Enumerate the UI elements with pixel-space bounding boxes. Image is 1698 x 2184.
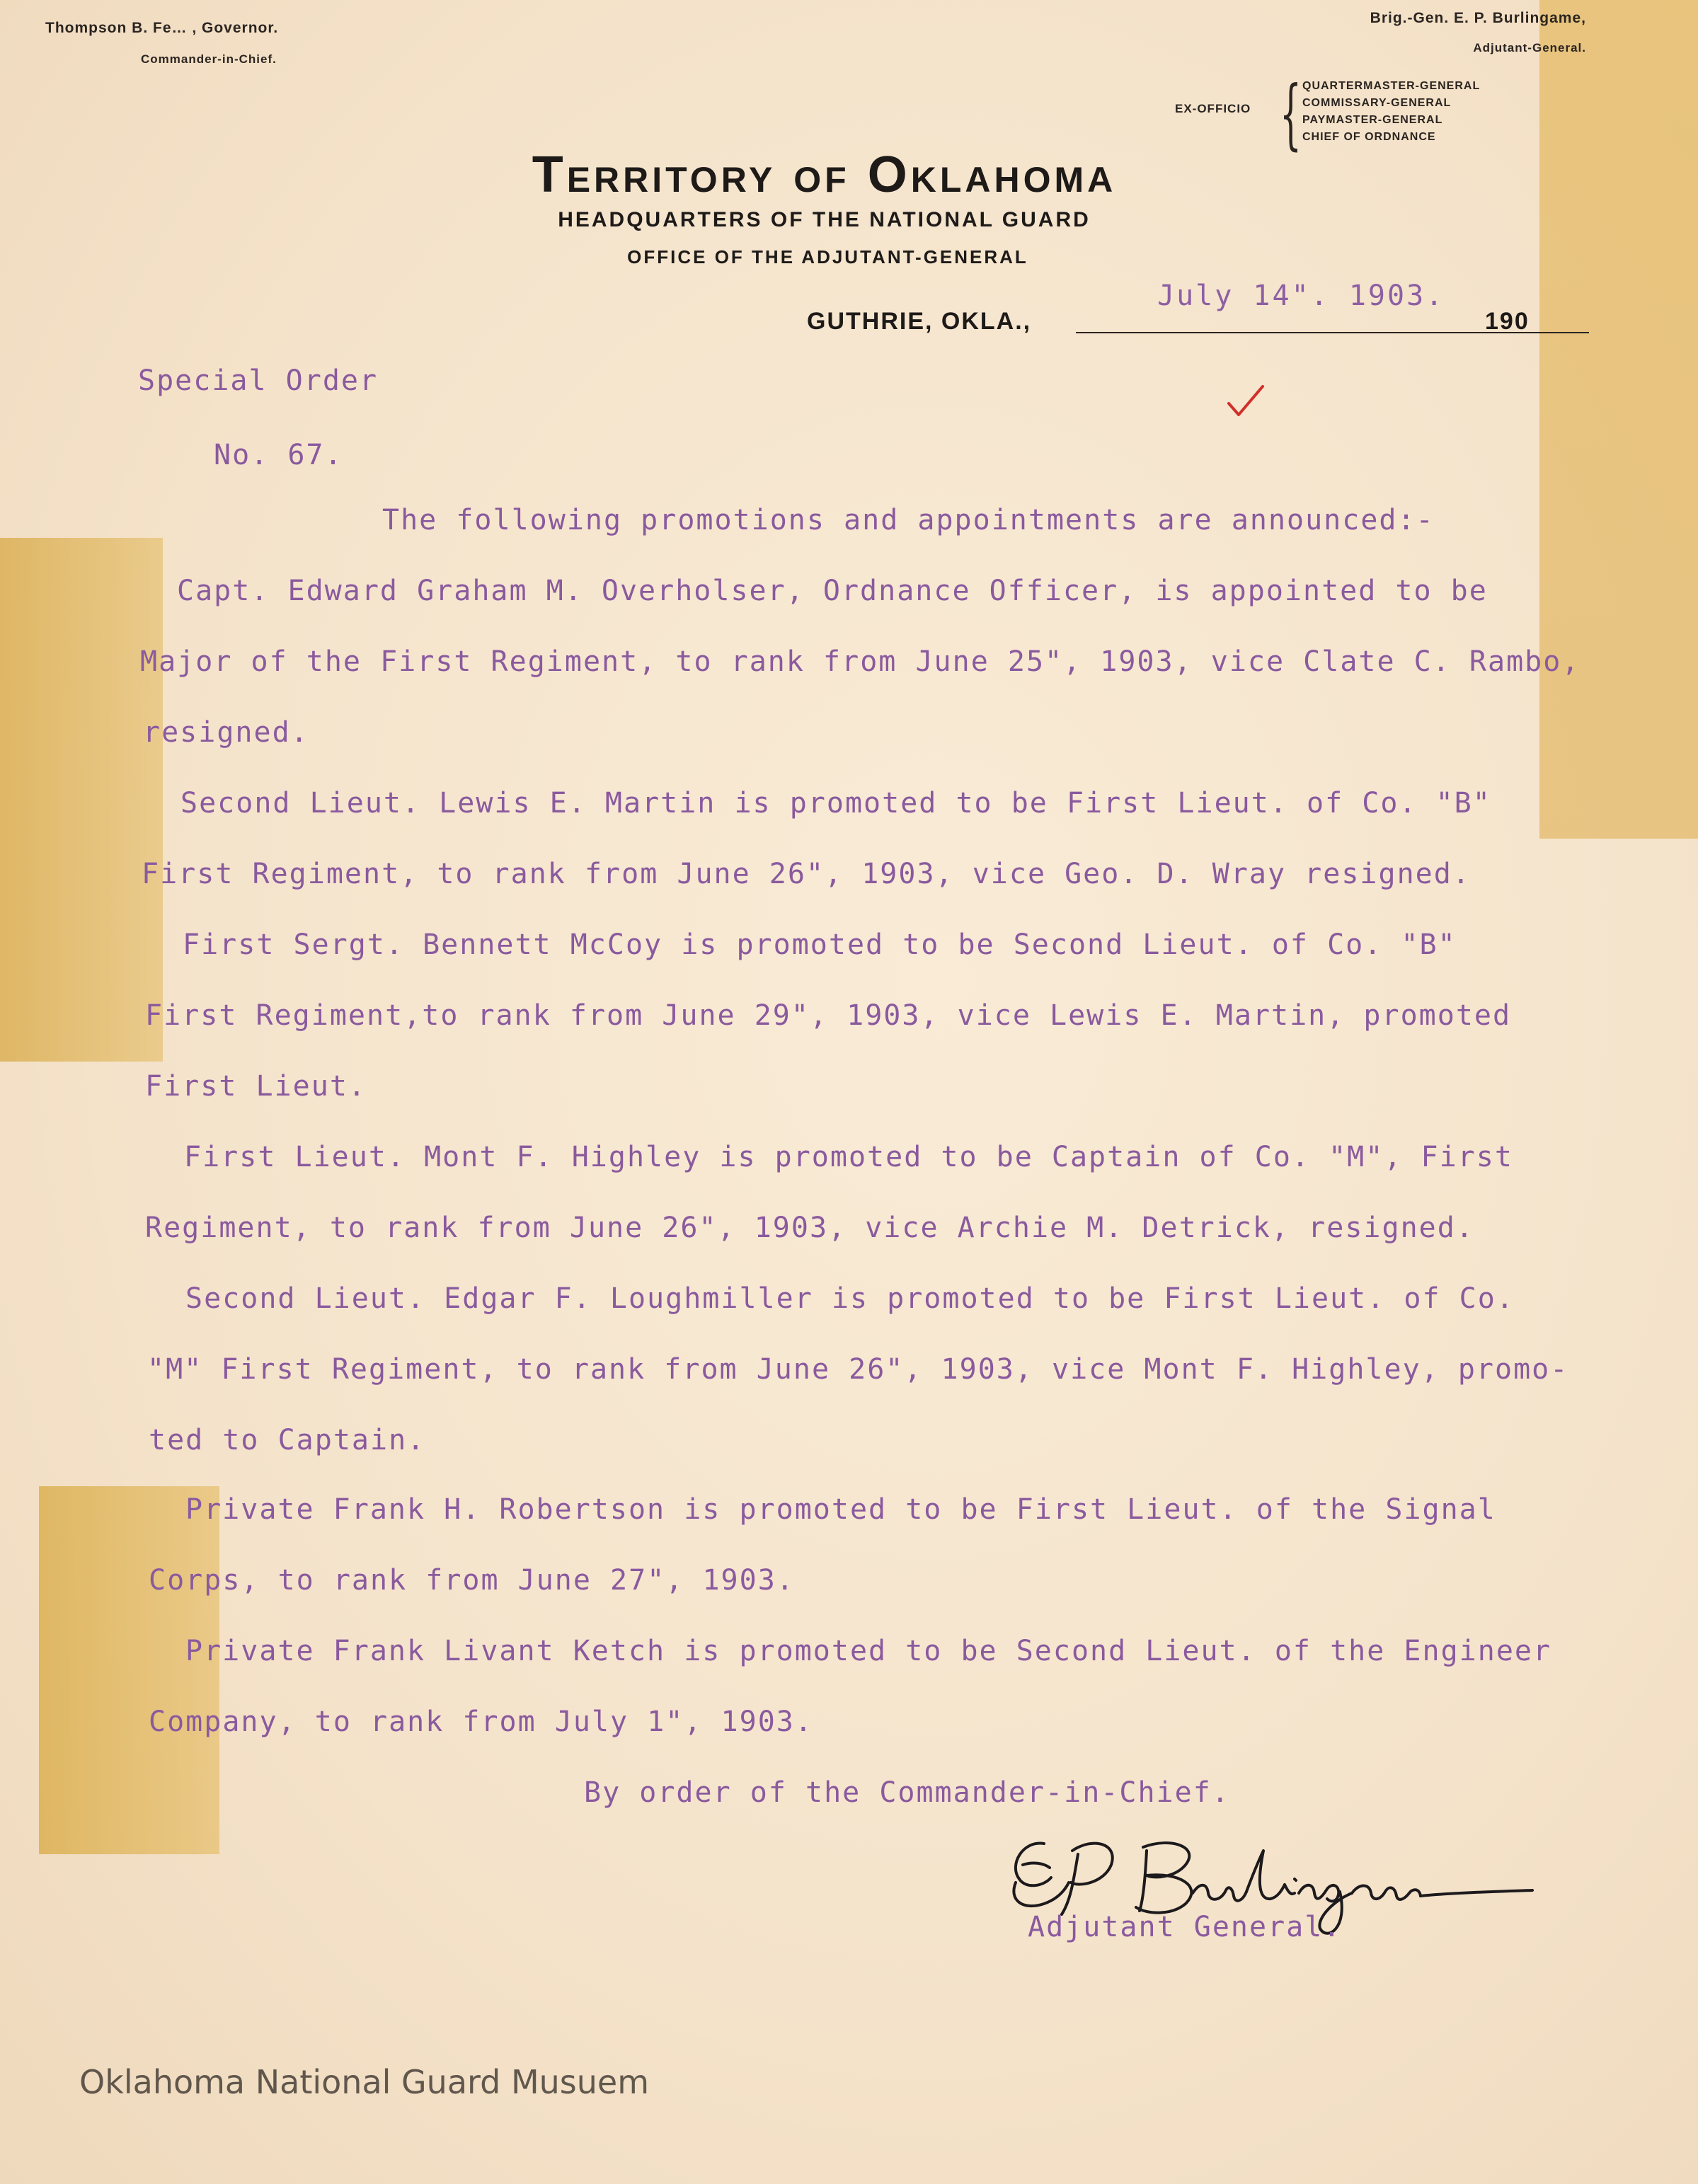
letterhead-title: Territory of Oklahoma — [532, 146, 1117, 203]
dateline-year: 190 — [1485, 308, 1530, 335]
closing-line: By order of the Commander-in-Chief. — [584, 1776, 1230, 1809]
check-mark-icon — [1224, 382, 1267, 425]
body-line: Major of the First Regiment, to rank from June 25", 1903, vice Clate C. Rambo, — [140, 645, 1581, 678]
body-line: Company, to rank from July 1", 1903. — [149, 1706, 813, 1738]
ex-officio-role: COMMISSARY-GENERAL — [1302, 97, 1452, 109]
adjutant-title: Adjutant-General. — [1473, 41, 1586, 54]
ex-officio-roles — [1302, 78, 1480, 146]
body-line: First Lieut. — [145, 1070, 367, 1103]
body-line: The following promotions and appointments are announced:- — [382, 504, 1435, 536]
tape-strip-bottom-left — [39, 1486, 219, 1854]
body-line: Regiment, to rank from June 26", 1903, vice Archie M. Detrick, resigned. — [145, 1212, 1474, 1244]
body-line: "M" First Regiment, to rank from June 26", 1903, vice Mont F. Highley, promo- — [147, 1353, 1569, 1386]
tape-strip-left — [0, 538, 163, 1062]
adjutant-name: Brig.-Gen. E. P. Burlingame, — [1370, 10, 1586, 26]
letterhead-office: OFFICE OF THE ADJUTANT-GENERAL — [627, 246, 1028, 268]
body-line: First Lieut. Mont F. Highley is promoted to be Captain of Co. "M", First — [184, 1141, 1513, 1173]
ex-officio-role: QUARTERMASTER-GENERAL — [1302, 80, 1481, 92]
body-line: Private Frank H. Robertson is promoted to be First Lieut. of the Signal — [185, 1493, 1496, 1526]
letterhead-subtitle: HEADQUARTERS OF THE NATIONAL GUARD — [558, 208, 1091, 231]
body-line: Corps, to rank from June 27", 1903. — [149, 1564, 795, 1597]
letterhead-title-block — [0, 146, 1698, 268]
brace-icon: { — [1280, 70, 1302, 159]
body-line: resigned. — [143, 716, 309, 749]
body-line: ted to Captain. — [149, 1424, 426, 1456]
letterhead-governor — [45, 20, 278, 67]
ex-officio-role: PAYMASTER-GENERAL — [1302, 114, 1443, 126]
body-line: Private Frank Livant Ketch is promoted to be Second Lieut. of the Engineer — [185, 1635, 1552, 1667]
governor-title: Commander-in-Chief. — [141, 52, 277, 66]
ex-officio-label: EX-OFFICIO — [1175, 102, 1251, 115]
body-line: Second Lieut. Edgar F. Loughmiller is promoted to be First Lieut. of Co. — [185, 1282, 1515, 1315]
body-line: First Regiment,to rank from June 29", 1903, vice Lewis E. Martin, promoted — [145, 999, 1512, 1032]
tape-strip-right — [1539, 0, 1698, 839]
body-line: First Regiment, to rank from June 26", 1903, vice Geo. D. Wray resigned. — [142, 858, 1471, 890]
letterhead-adjutant — [1370, 10, 1586, 55]
body-line: Capt. Edward Graham M. Overholser, Ordnance Officer, is appointed to be — [177, 575, 1488, 607]
typed-date: July 14". 1903. — [1157, 280, 1445, 312]
ex-officio-role: CHIEF OF ORDNANCE — [1302, 131, 1436, 143]
order-heading: Special Order — [138, 364, 379, 397]
museum-watermark: Oklahoma National Guard Musuem — [79, 2063, 650, 2101]
body-line: First Sergt. Bennett McCoy is promoted to be Second Lieut. of Co. "B" — [183, 929, 1457, 961]
governor-name: Thompson B. Fe… , Governor. — [45, 20, 279, 36]
dateline — [807, 280, 1589, 335]
dateline-place: GUTHRIE, OKLA., — [807, 308, 1032, 335]
signer-title: Adjutant General. — [1028, 1911, 1342, 1943]
order-number: No. 67. — [214, 439, 343, 471]
body-line: Second Lieut. Lewis E. Martin is promoted to be First Lieut. of Co. "B" — [180, 787, 1491, 820]
